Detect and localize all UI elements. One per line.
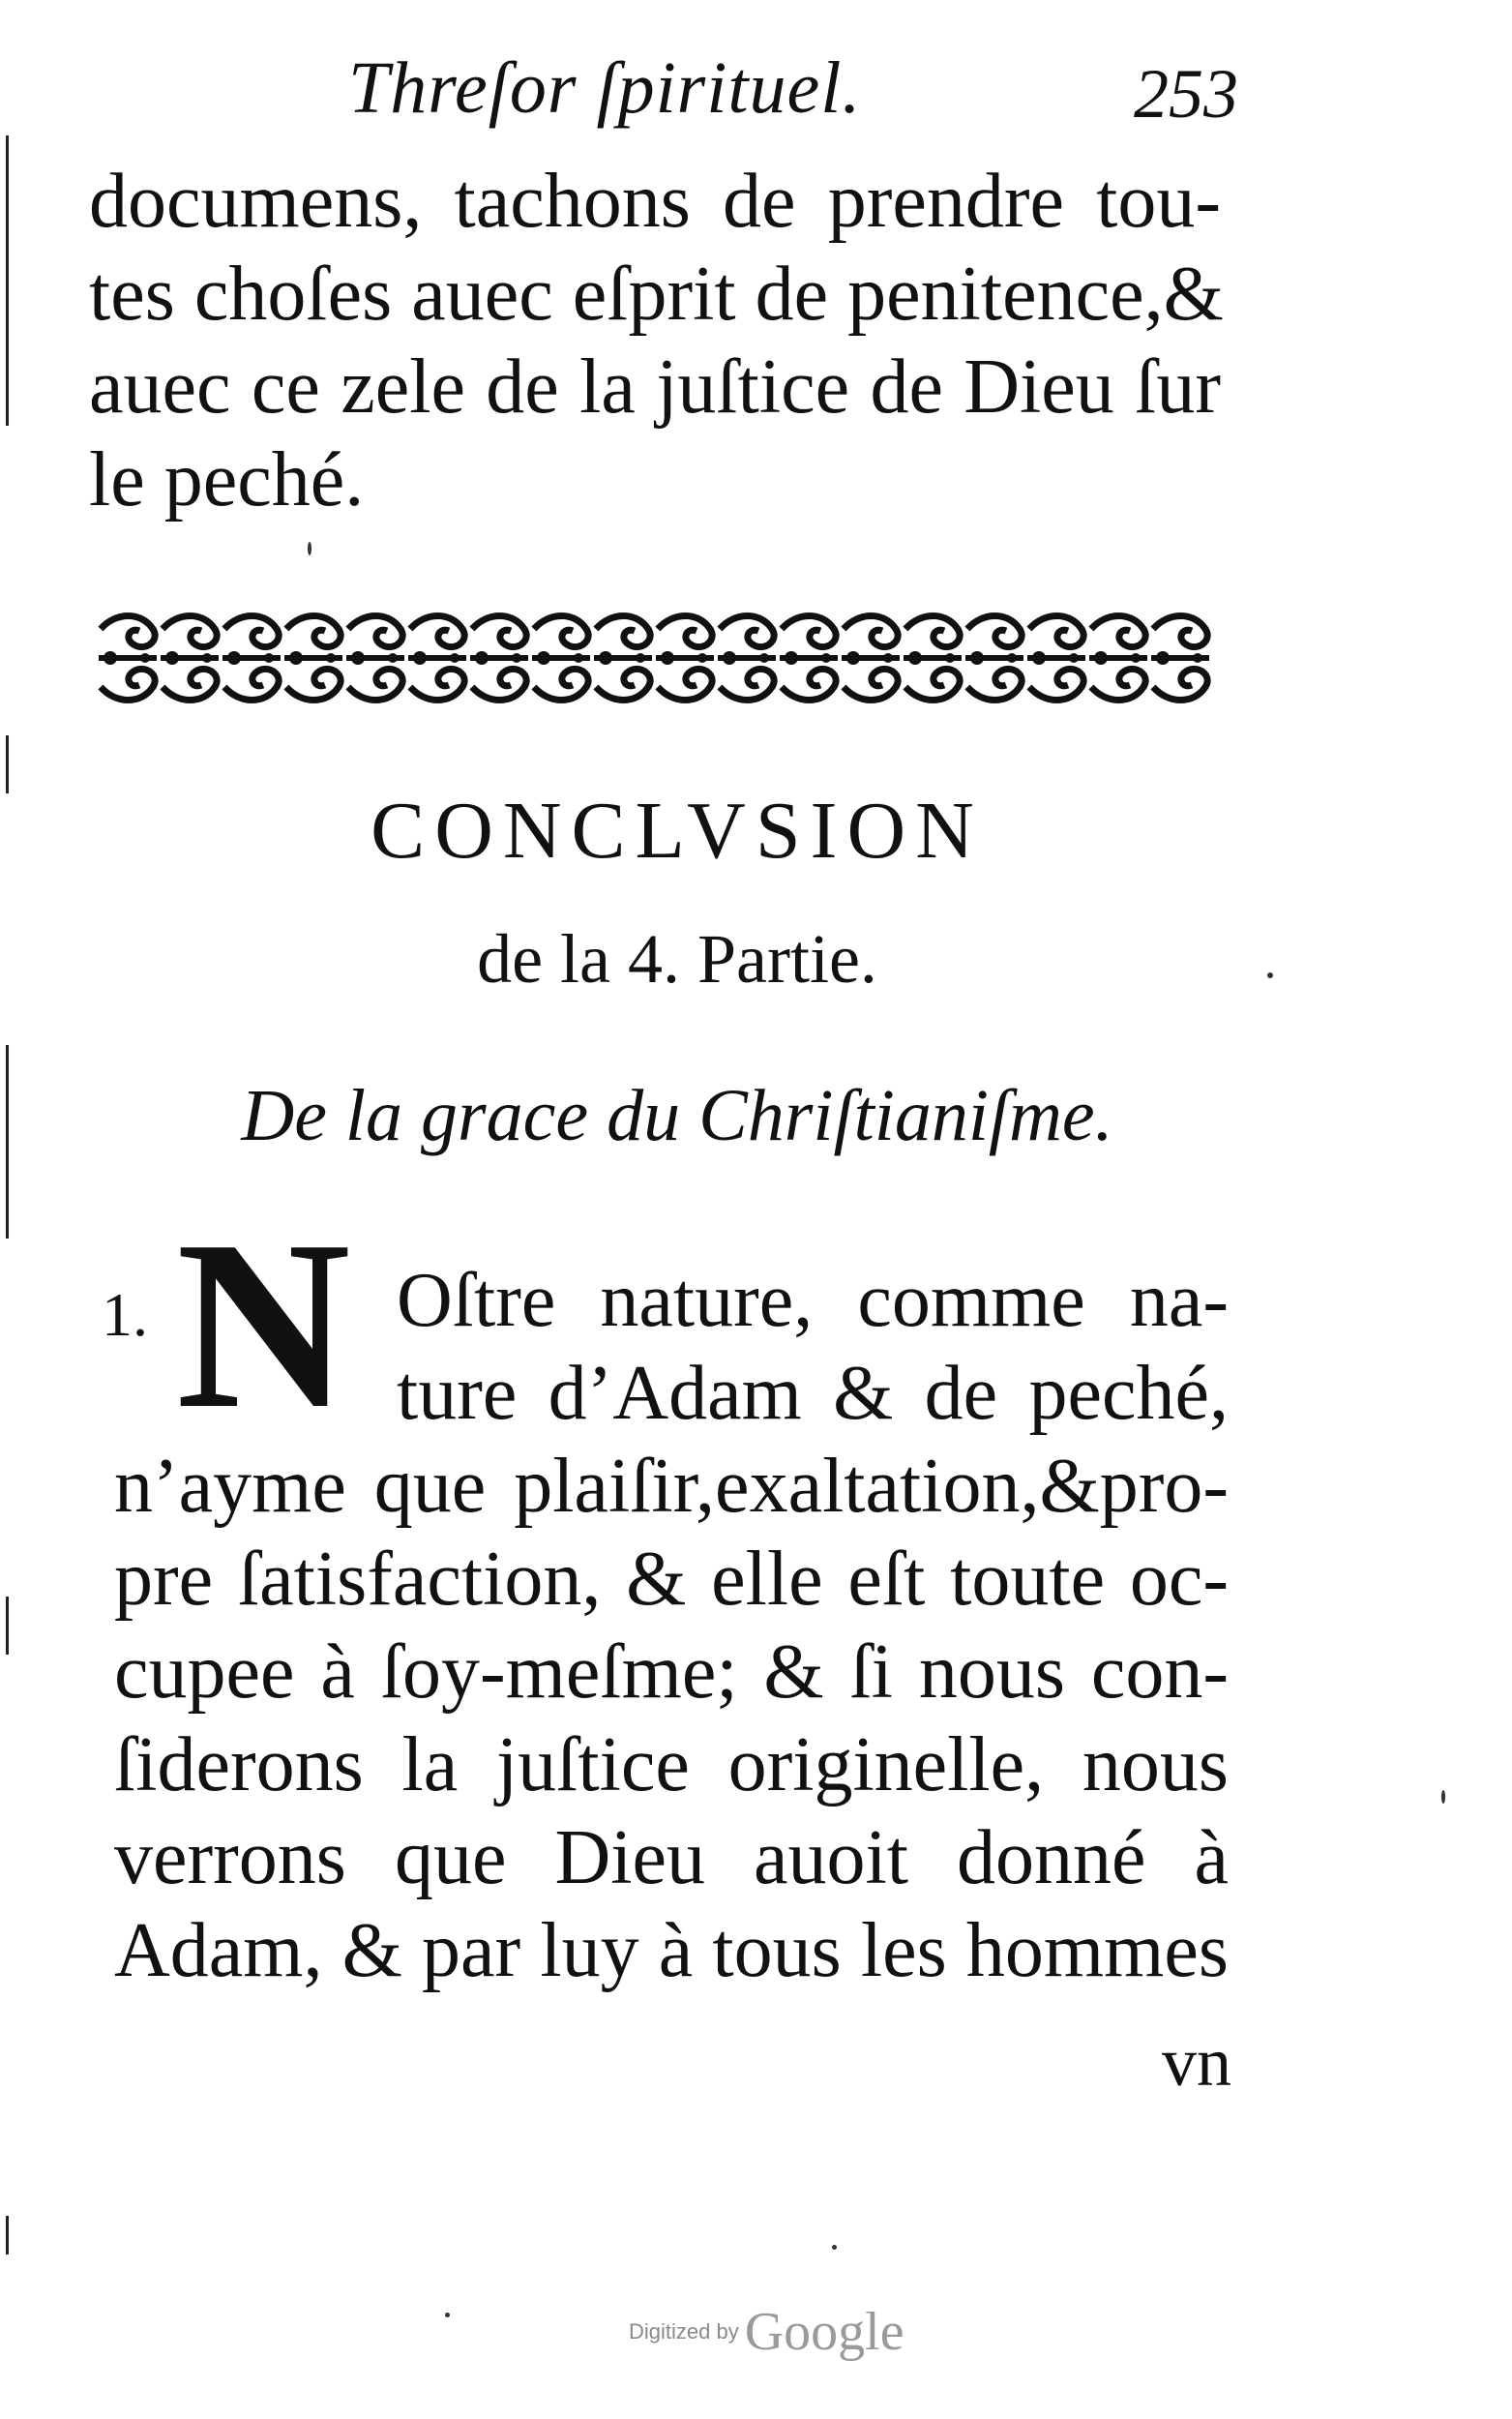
- scan-speck: [1441, 1790, 1445, 1804]
- text-line: Oſtre nature, comme na-: [397, 1258, 1229, 1343]
- section-subtitle: de la 4. Partie.: [477, 920, 877, 998]
- scan-gutter-mark: [6, 135, 9, 426]
- paragraph-body: [114, 1440, 1229, 1997]
- section-heading: De la grace du Chriſtianiſme.: [241, 1075, 1113, 1156]
- scan-speck: [832, 2245, 837, 2250]
- scan-gutter-mark: [6, 1597, 9, 1655]
- google-logo: Google: [744, 2302, 904, 2362]
- text-line: auec ce zele de la juſtice de Dieu ſur: [89, 344, 1221, 430]
- text-line: ſiderons la juſtice originelle, nous: [114, 1722, 1229, 1807]
- scan-speck: [308, 542, 311, 555]
- scan-speck: [1267, 972, 1273, 978]
- text-line: tes choſes auec eſprit de penitence,&: [89, 252, 1224, 337]
- page-header: [348, 46, 1238, 143]
- drop-cap: N: [176, 1191, 351, 1459]
- drop-cap-lines: [397, 1254, 1229, 1440]
- text-line: ture d’Adam & de peché,: [397, 1351, 1229, 1436]
- text-line: verrons que Dieu auoit donné à: [114, 1815, 1229, 1900]
- scan-gutter-mark: [6, 2216, 9, 2255]
- digitized-by-label: Digitized by: [629, 2319, 739, 2344]
- text-line: pre ſatisfaction, & elle eſt toute oc-: [114, 1537, 1229, 1622]
- text-line: n’ayme que plaiſir,exaltation,&pro-: [114, 1444, 1229, 1529]
- continued-paragraph: [89, 155, 1224, 526]
- running-title: Threſor ſpirituel.: [348, 47, 862, 129]
- digitized-by-google-watermark: [629, 2301, 904, 2363]
- text-line: documens, tachons de prendre tou-: [89, 159, 1221, 244]
- text-line: cupee à ſoy-meſme; & ſi nous con-: [114, 1629, 1229, 1715]
- scan-speck: [445, 2313, 450, 2317]
- paragraph-number: 1.: [102, 1280, 148, 1349]
- text-line: Adam, & par luy à tous les hommes: [114, 1908, 1229, 1993]
- text-line: le peché.: [89, 437, 365, 523]
- scrollwork-ornament-icon: [97, 610, 1224, 706]
- page-number: 253: [1134, 55, 1238, 133]
- catchword: vn: [1162, 2023, 1231, 2101]
- section-title: CONCLVSION: [371, 786, 984, 876]
